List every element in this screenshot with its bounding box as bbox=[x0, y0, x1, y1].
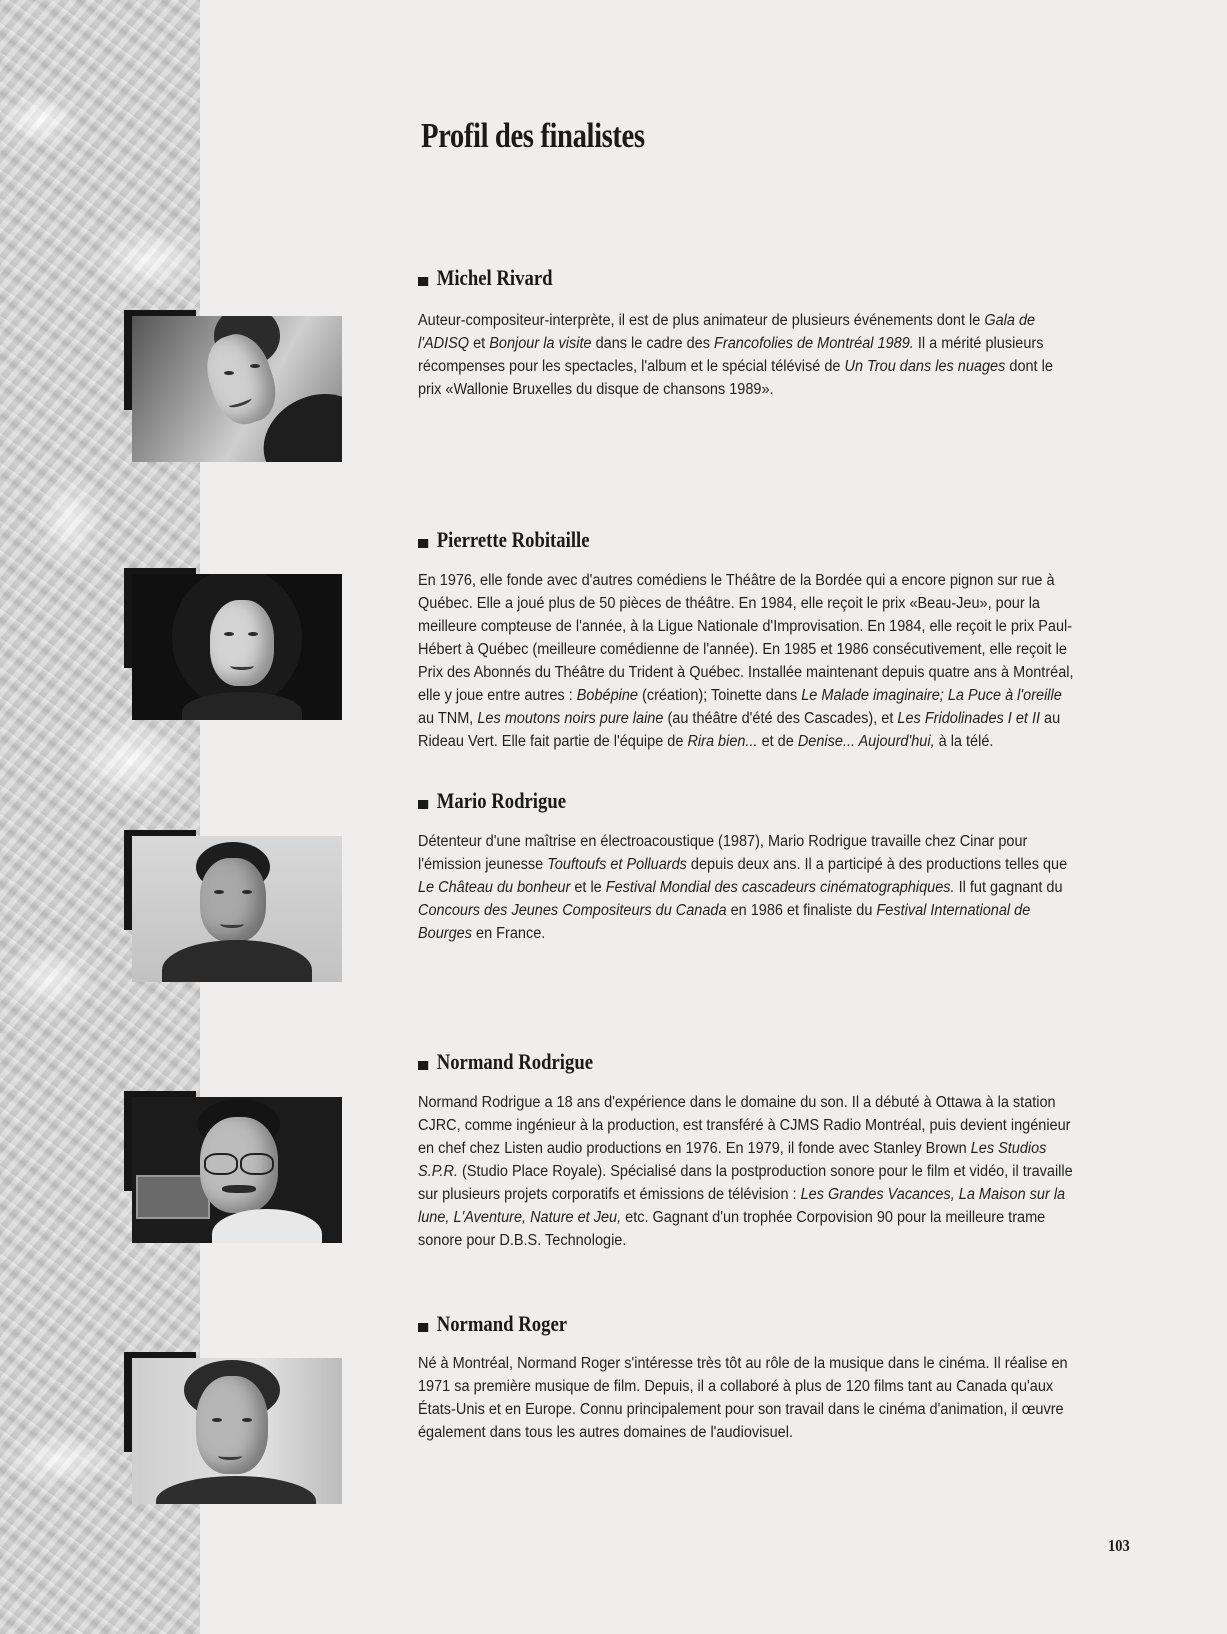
bio-italic-run: Le Malade imaginaire; La Puce à l'oreille bbox=[801, 687, 1062, 704]
portrait-photo bbox=[124, 1091, 342, 1243]
bio-italic-run: Les Studios S.P.R. bbox=[418, 1140, 1047, 1180]
bio-text-run: Né à Montréal, Normand Roger s'intéresse très tôt au rôle de la musique dans le cinéma. Il réalise en 1971 sa première musique de film. Depuis, il a collaboré à plus de 120 films tant au Canada qu'aux États-Unis et en Europe. Connu principalement pour son travail dans le cinéma d'animation, il œuvre également dans tous les autres domaines de l'audiovisuel. bbox=[418, 1355, 1068, 1441]
square-bullet-icon bbox=[418, 539, 428, 548]
bio-text-run: Il a mérité plusieurs récompenses pour les spectacles, l'album et le spécial télévisé de bbox=[418, 335, 1044, 375]
profile-name bbox=[418, 1311, 567, 1337]
bio-italic-run: Bobépine bbox=[576, 687, 638, 704]
portrait-photo bbox=[124, 1352, 342, 1504]
bio-italic-run: Bonjour la visite bbox=[489, 335, 592, 352]
portrait-photo bbox=[124, 310, 342, 462]
portrait-photo bbox=[124, 830, 342, 982]
page-number: 103 bbox=[1108, 1536, 1130, 1555]
bio-text-run: (Studio Place Royale). Spécialisé dans la postproduction sonore pour le film et vidéo, il travaille sur plusieurs projets corporatifs et émissions de télévision : bbox=[418, 1163, 1073, 1203]
page-title: Profil des finalistes bbox=[421, 116, 645, 155]
bio-text-run: en 1986 et finaliste du bbox=[726, 902, 877, 919]
bio-text-run: Auteur-compositeur-interprète, il est de plus animateur de plusieurs événements dont le bbox=[418, 312, 985, 329]
bio-text-run: Normand Rodrigue a 18 ans d'expérience dans le domaine du son. Il a débuté à Ottawa à la station CJRC, comme ingénieur à la production, est transféré à CJMS Radio Montréal, puis devient ingénieur en chef chez Listen audio productions en 1976. En 1979, il fonde avec Stanley Brown bbox=[418, 1094, 1071, 1157]
square-bullet-icon bbox=[418, 277, 428, 286]
bio-italic-run: Denise... Aujourd'hui, bbox=[797, 733, 935, 750]
profile-name-text: Normand Roger bbox=[436, 1311, 568, 1336]
profile-name bbox=[418, 265, 553, 291]
bio-text-run: (au théâtre d'été des Cascades), et bbox=[663, 710, 898, 727]
bio-italic-run: Le Château du bonheur bbox=[418, 879, 571, 896]
profile-bio bbox=[418, 309, 1080, 401]
bio-italic-run: Les Grandes Vacances, La Maison sur la lune, L'Aventure, Nature et Jeu, bbox=[418, 1186, 1066, 1226]
bio-italic-run: Festival Mondial des cascadeurs cinématographiques. bbox=[605, 879, 955, 896]
bio-text-run: à la télé. bbox=[934, 733, 994, 750]
profile-bio bbox=[418, 1091, 1080, 1252]
profile-name-text: Pierrette Robitaille bbox=[436, 527, 590, 552]
bio-text-run: (création); Toinette dans bbox=[637, 687, 802, 704]
bio-italic-run: Un Trou dans les nuages bbox=[844, 358, 1006, 375]
bio-italic-run: Rira bien... bbox=[687, 733, 758, 750]
profile-name-text: Michel Rivard bbox=[436, 265, 553, 290]
bio-text-run: dans le cadre des bbox=[591, 335, 715, 352]
profile-bio bbox=[418, 1352, 1080, 1444]
bio-italic-run: Touftoufs et Polluards bbox=[547, 856, 687, 873]
profile-name-text: Normand Rodrigue bbox=[436, 1049, 594, 1074]
profile-name bbox=[418, 788, 566, 814]
bio-text-run: etc. Gagnant d'un trophée Corpovision 90 pour la meilleure trame sonore pour D.B.S. Technologie. bbox=[418, 1209, 1046, 1249]
bio-text-run: Détenteur d'une maîtrise en électroacoustique (1987), Mario Rodrigue travaille chez Cinar pour l'émission jeunesse bbox=[418, 833, 1028, 873]
bio-text-run: en France. bbox=[471, 925, 546, 942]
bio-text-run: au Rideau Vert. Elle fait partie de l'équipe de bbox=[418, 710, 1061, 750]
bio-italic-run: Gala de l'ADISQ bbox=[418, 312, 1036, 352]
square-bullet-icon bbox=[418, 1061, 428, 1070]
profile-bio bbox=[418, 569, 1080, 753]
bio-text-run: dont le prix «Wallonie Bruxelles du disque de chansons 1989». bbox=[418, 358, 1053, 398]
bio-text-run: Il fut gagnant du bbox=[954, 879, 1063, 896]
profile-name-text: Mario Rodrigue bbox=[436, 788, 567, 813]
bio-italic-run: Les Fridolinades I et II bbox=[897, 710, 1041, 727]
square-bullet-icon bbox=[418, 1323, 428, 1332]
bio-italic-run: Les moutons noirs pure laine bbox=[477, 710, 664, 727]
bio-text-run: En 1976, elle fonde avec d'autres comédiens le Théâtre de la Bordée qui a encore pignon sur rue à Québec. Elle a joué plus de 50 pièces de théâtre. En 1984, elle reçoit le prix «Beau-Jeu», pour la meilleure compteuse de l'année, à la Ligue Nationale d'Improvisation. En 1984, elle reçoit le prix Paul-Hébert à Québec (meilleure comédienne de l'année). En 1985 et 1986 consécutivement, elle reçoit le Prix des Abonnés du Théâtre du Trident à Québec. Installée maintenant depuis quatre ans à Montréal, elle y joue entre autres : bbox=[418, 572, 1074, 704]
profile-name bbox=[418, 1049, 593, 1075]
portrait-photo bbox=[124, 568, 342, 720]
bio-text-run: et bbox=[469, 335, 490, 352]
bio-italic-run: Concours des Jeunes Compositeurs du Canada bbox=[418, 902, 727, 919]
bio-italic-run: Festival International de Bourges bbox=[418, 902, 1031, 942]
bio-text-run: et de bbox=[757, 733, 798, 750]
bio-text-run: et le bbox=[570, 879, 606, 896]
square-bullet-icon bbox=[418, 800, 428, 809]
bio-text-run: au TNM, bbox=[418, 710, 478, 727]
profile-bio bbox=[418, 830, 1080, 945]
bio-italic-run: Francofolies de Montréal 1989. bbox=[714, 335, 914, 352]
bio-text-run: depuis deux ans. Il a participé à des productions telles que bbox=[686, 856, 1068, 873]
profile-name bbox=[418, 527, 590, 553]
